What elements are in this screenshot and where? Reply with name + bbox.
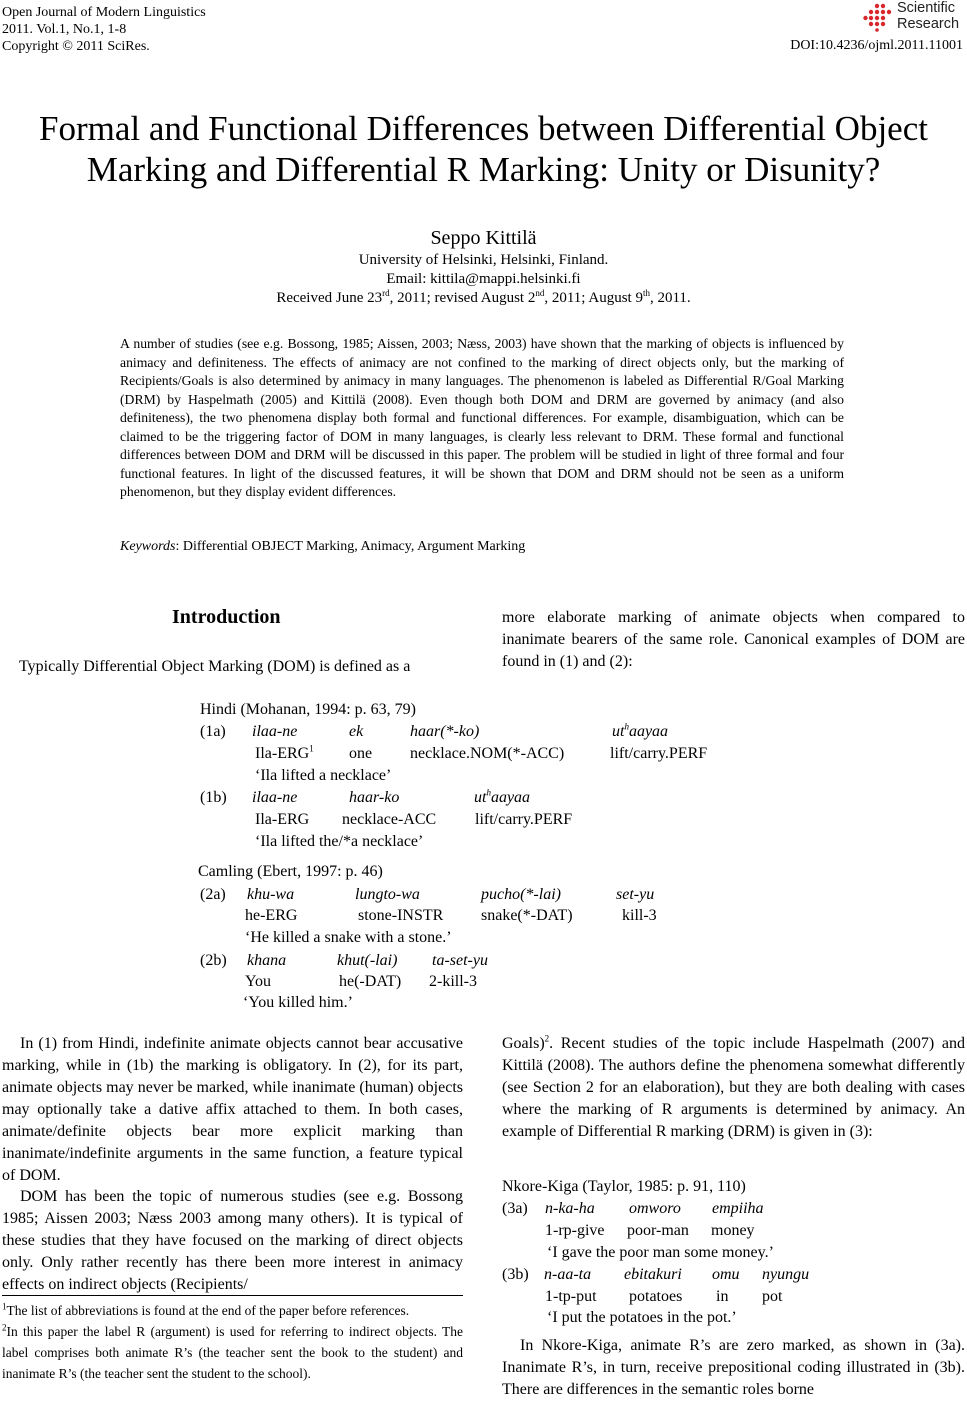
paragraph: In (1) from Hindi, indefinite animate objects cannot bear accusative marking, while in (1b) the marking is obligatory. In (2), for its part, animate objects may never be marked, while inanimate (human) objects may optionally take a dative affix attached to them. In both cases, animate/definite objects bear more explicit marking than inanimate/indefinite arguments in the same function, a feature typical of DOM. xyxy=(2,1035,463,1184)
example-word: ek xyxy=(349,723,364,740)
example-number: (2a) xyxy=(200,886,226,903)
example-word: omu xyxy=(712,1266,740,1283)
example-word: empiiha xyxy=(712,1200,764,1217)
example-number: (1b) xyxy=(200,789,227,806)
gloss: necklace.NOM(*-ACC) xyxy=(410,745,565,762)
affiliation: University of Helsinki, Helsinki, Finland. xyxy=(358,252,609,268)
example-word: ilaa-ne xyxy=(252,789,298,806)
example-number: (2b) xyxy=(200,952,227,969)
example-word: ebitakuri xyxy=(624,1266,682,1283)
journal-name: Open Journal of Modern Linguistics xyxy=(2,5,206,20)
paper-title: Formal and Functional Differences between Differential Object Marking and Differential R Marking: Unity or Disunity? xyxy=(39,109,928,189)
doi: DOI:10.4236/ojml.2011.11001 xyxy=(790,38,963,53)
intro-right-text: more elaborate marking of animate objects when compared to inanimate bearers of the same role. Canonical examples of DOM are found in (1) and (2): xyxy=(502,609,965,670)
section-heading: Introduction xyxy=(172,606,281,628)
gloss: poor-man xyxy=(627,1222,689,1239)
gloss: lift/carry.PERF xyxy=(475,811,573,828)
footnote-1: $^1$The list of abbreviations is found at the end of the paper before references. xyxy=(2,1301,410,1318)
example-number: (3a) xyxy=(502,1200,528,1217)
gloss: stone-INSTR xyxy=(358,907,444,924)
example-word: haar-ko xyxy=(349,789,400,806)
example-word: $ut^haayaa$ xyxy=(474,787,531,806)
example-word: ilaa-ne xyxy=(252,723,298,740)
publisher-logo xyxy=(863,0,963,34)
paragraph: Goals)$^2$. Recent studies of the topic include Haspelmath (2007) and Kittilä (2008). The authors define the phenomena somewhat differently (see Section 2 for an elaboration), but they are both dealing with cases where the marking of R arguments is determined by animacy. An example of Differential R marking (DRM) is given in (3): xyxy=(502,1033,965,1140)
gloss: lift/carry.PERF xyxy=(610,745,708,762)
translation: ‘I put the potatoes in the pot.’ xyxy=(547,1309,737,1326)
example-word: n-ka-ha xyxy=(545,1200,595,1217)
gloss: You xyxy=(245,973,271,990)
gloss: 1-tp-put xyxy=(545,1288,597,1305)
gloss: he(-DAT) xyxy=(339,973,402,990)
gloss: necklace-ACC xyxy=(342,811,437,828)
journal-volume: 2011. Vol.1, No.1, 1-8 xyxy=(2,22,127,37)
example-word: $ut^haayaa$ xyxy=(612,721,669,740)
abstract: A number of studies (see e.g. Bossong, 1985; Aissen, 2003; Næss, 2003) have shown that the marking of objects is influenced by animacy and definiteness. The effects of animacy are not confined to the marking of direct objects only, but the marking of Recipients/Goals is also determined by animacy in many languages. The phenomenon is labeled as Differential R/Goal Marking (DRM) by Haspelmath (2005) and Kittilä (2008). Even though both DOM and DRM are governed by animacy (and also definiteness), the two phenomena display both formal and functional differences. For example, disambiguation, which can be claimed to be the triggering factor of DOM in many languages, is clearly less relevant to DRM. These formal and functional differences between DOM and DRM will be discussed in this paper. The problem will be studied in light of three formal and four functional features. In light of the discussed features, it will be shown that DOM and DRM should not be seen as a uniform phenomenon, but they display evident differences. xyxy=(120,336,844,499)
example-source-nkore: Nkore-Kiga (Taylor, 1985: p. 91, 110) xyxy=(502,1178,746,1195)
footnote-rule xyxy=(2,1295,463,1296)
translation: ‘Ila lifted the/*a necklace’ xyxy=(255,833,424,850)
gloss: pot xyxy=(762,1288,783,1305)
gloss: in xyxy=(716,1288,729,1305)
logo-wordmark: Scientific Research xyxy=(897,0,960,32)
example-word: khu-wa xyxy=(247,886,295,903)
keywords: Keywords: Differential OBJECT Marking, Animacy, Argument Marking xyxy=(120,539,526,554)
received-dates: Received June 23rd, 2011; revised August 2nd, 2011; August 9th, 2011. xyxy=(276,288,691,306)
copyright: Copyright © 2011 SciRes. xyxy=(2,39,150,54)
translation: ‘He killed a snake with a stone.’ xyxy=(245,929,452,946)
example-number: (1a) xyxy=(200,723,226,740)
gloss: he-ERG xyxy=(245,907,298,924)
author-name: Seppo Kittilä xyxy=(430,227,537,249)
example-word: n-aa-ta xyxy=(544,1266,592,1283)
example-word: khut(-lai) xyxy=(337,952,398,969)
example-word: khana xyxy=(247,952,287,969)
example-word: lungto-wa xyxy=(355,886,420,903)
gloss: snake(*-DAT) xyxy=(481,907,573,924)
gloss: Ila-ERG xyxy=(255,811,310,828)
email: Email: kittila@mappi.helsinki.fi xyxy=(386,271,581,287)
paragraph: In Nkore-Kiga, animate R’s are zero marked, as shown in (3a). Inanimate R’s, in turn, receive prepositional coding illustrated in (3b). There are differences in the semantic roles borne xyxy=(502,1337,965,1398)
translation: ‘I gave the poor man some money.’ xyxy=(547,1244,774,1261)
paragraph: DOM has been the topic of numerous studies (see e.g. Bossong 1985; Aissen 2003; Næss 2003 among many others). It is typical of these studies that they have focused on the marking of direct objects only. Only rather recently has there been more interest in animacy effects on indirect objects (Recipients/ xyxy=(2,1188,463,1293)
gloss: 1-rp-give xyxy=(545,1222,605,1239)
example-number: (3b) xyxy=(502,1266,529,1283)
example-word: pucho(*-lai) xyxy=(481,886,561,903)
translation: ‘Ila lifted a necklace’ xyxy=(255,767,392,784)
running-header xyxy=(2,4,206,55)
gloss: kill-3 xyxy=(622,907,657,924)
intro-left-text: Typically Differential Object Marking (DOM) is defined as a xyxy=(19,658,411,675)
gloss: Ila-ERG$^1$ xyxy=(255,743,314,762)
gloss: money xyxy=(711,1222,755,1239)
footnotes xyxy=(2,1300,463,1384)
example-word: omworo xyxy=(629,1200,681,1217)
example-word: nyungu xyxy=(762,1266,810,1283)
footnote-2: $^2$In this paper the label R (argument) is used for referring to indirect objects. The label comprises both animate R’s (the teacher sent the book to the student) and inanimate R’s (the teacher sent the student to the school). xyxy=(2,1322,463,1381)
gloss: 2-kill-3 xyxy=(429,973,477,990)
translation: ‘You killed him.’ xyxy=(243,994,353,1011)
example-word: set-yu xyxy=(616,886,655,903)
example-source-camling: Camling (Ebert, 1997: p. 46) xyxy=(198,863,383,880)
example-source-hindi: Hindi (Mohanan, 1994: p. 63, 79) xyxy=(200,701,416,718)
gloss: potatoes xyxy=(629,1288,683,1305)
example-word: ta-set-yu xyxy=(432,952,488,969)
gloss: one xyxy=(349,745,373,762)
logo-icon xyxy=(863,2,895,32)
example-word: haar(*-ko) xyxy=(410,723,480,740)
